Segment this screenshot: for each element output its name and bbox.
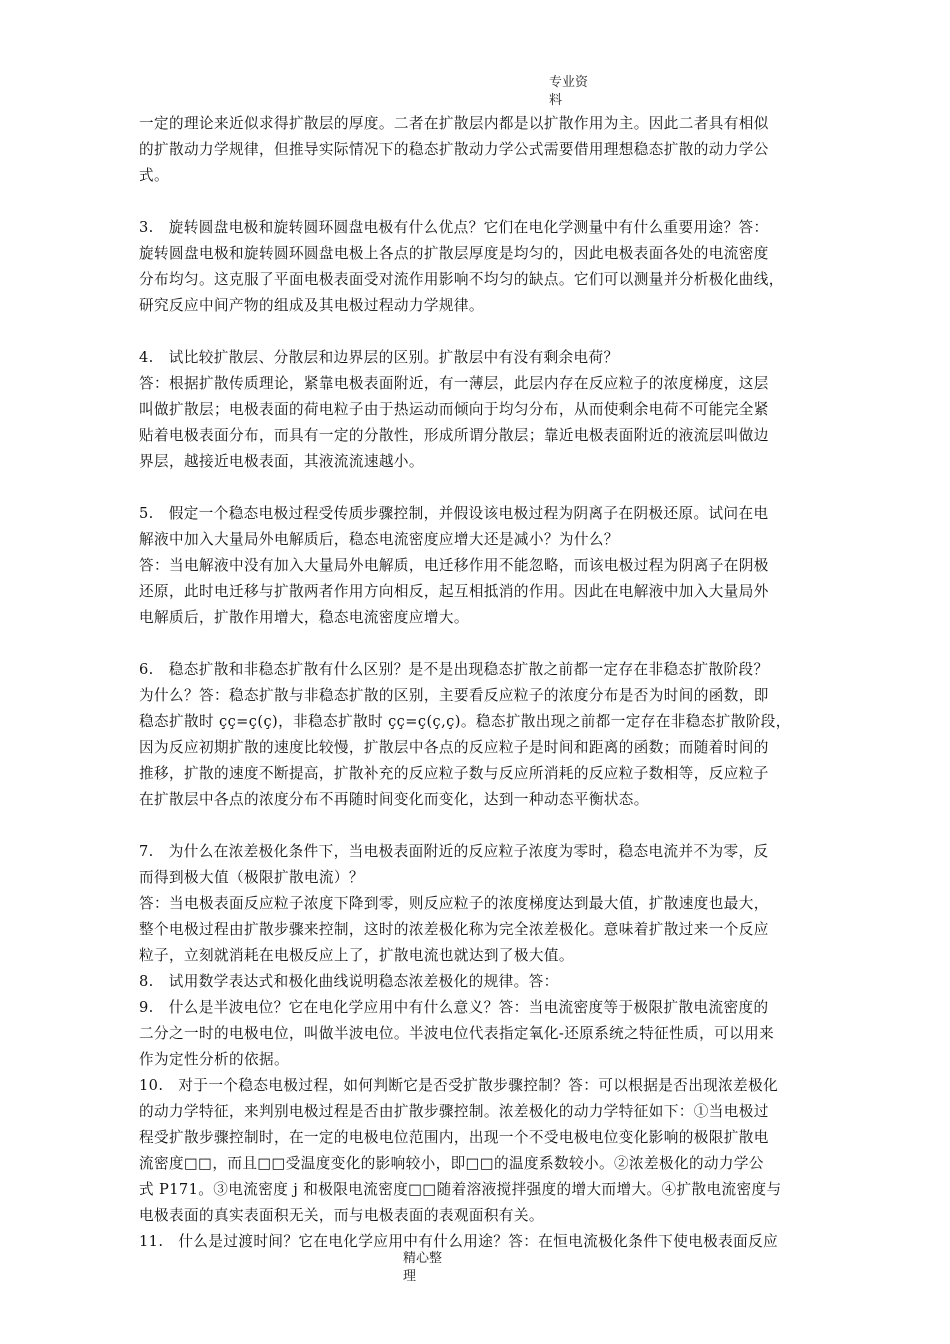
text-line: 旋转圆盘电极和旋转圆环圆盘电极上各点的扩散层厚度是均匀的，因此电极表面各处的电流密度 <box>139 245 769 262</box>
page-footer <box>403 1250 463 1286</box>
text-line: 电解质后，扩散作用增大，稳态电流密度应增大。 <box>139 609 469 626</box>
text-line: 稳态扩散时 çç=ç(ç)，非稳态扩散时 çç=ç(ç,ç)。稳态扩散出现之前都一定存在非稳态扩散阶段， <box>139 713 791 730</box>
text-line: 分布均匀。这克服了平面电极表面受对流作用影响不均匀的缺点。它们可以测量并分析极化曲线， <box>139 271 784 288</box>
header-line-1: 专业资 <box>549 75 589 90</box>
paragraph-gap <box>139 189 829 215</box>
text-line: 在扩散层中各点的浓度分布不再随时间变化而变化，达到一种动态平衡状态。 <box>139 791 649 808</box>
text-line: 程受扩散步骤控制时，在一定的电极电位范围内，出现一个不受电极电位变化影响的极限扩散电 <box>139 1129 769 1146</box>
text-line: 3. 旋转圆盘电极和旋转圆环圆盘电极有什么优点？它们在电化学测量中有什么重要用途？答： <box>139 219 769 236</box>
text-line: 叫做扩散层；电极表面的荷电粒子由于热运动而倾向于均匀分布，从而使剩余电荷不可能完全紧 <box>139 401 769 418</box>
text-line: 因为反应初期扩散的速度比较慢，扩散层中各点的反应粒子是时间和距离的函数；而随着时间的 <box>139 739 769 756</box>
paragraph-gap <box>139 475 829 501</box>
text-line: 的动力学特征，来判别电极过程是否由扩散步骤控制。浓差极化的动力学特征如下：①当电极过 <box>139 1103 769 1120</box>
text-line: 作为定性分析的依据。 <box>139 1051 289 1068</box>
text-line: 9. 什么是半波电位？它在电化学应用中有什么意义？答：当电流密度等于极限扩散电流密度的 <box>139 999 769 1016</box>
text-line: 10. 对于一个稳态电极过程，如何判断它是否受扩散步骤控制？答：可以根据是否出现浓差极化 <box>139 1077 779 1094</box>
text-line: 8. 试用数学表达式和极化曲线说明稳态浓差极化的规律。答： <box>139 973 559 990</box>
text-line: 而得到极大值（极限扩散电流）？ <box>139 869 364 886</box>
text-line: 7. 为什么在浓差极化条件下，当电极表面附近的反应粒子浓度为零时，稳态电流并不为零，反 <box>139 843 769 860</box>
text-line: 研究反应中间产物的组成及其电极过程动力学规律。 <box>139 297 484 314</box>
text-line: 界层，越接近电极表面，其液流流速越小。 <box>139 453 424 470</box>
text-line: 电极表面的真实表面积无关，而与电极表面的表观面积有关。 <box>139 1207 544 1224</box>
text-line: 一定的理论来近似求得扩散层的厚度。二者在扩散层内都是以扩散作用为主。因此二者具有相似 <box>139 115 769 132</box>
paragraph-gap <box>139 631 829 657</box>
text-line: 5. 假定一个稳态电极过程受传质步骤控制，并假设该电极过程为阴离子在阴极还原。试问在电 <box>139 505 769 522</box>
text-line: 贴着电极表面分布，而具有一定的分散性，形成所谓分散层；靠近电极表面附近的液流层叫做边 <box>139 427 769 444</box>
text-line: 的扩散动力学规律，但推导实际情况下的稳态扩散动力学公式需要借用理想稳态扩散的动力学公 <box>139 141 769 158</box>
text-line: 流密度□□，而且□□受温度变化的影响较小，即□□的温度系数较小。②浓差极化的动力学公 <box>139 1155 764 1172</box>
text-line: 为什么？答：稳态扩散与非稳态扩散的区别，主要看反应粒子的浓度分布是否为时间的函数，即 <box>139 687 769 704</box>
text-line: 粒子，立刻就消耗在电极反应上了，扩散电流也就达到了极大值。 <box>139 947 574 964</box>
header-line-2: 料 <box>549 93 563 108</box>
text-line: 式。 <box>139 167 169 184</box>
text-line: 整个电极过程由扩散步骤来控制，这时的浓差极化称为完全浓差极化。意味着扩散过来一个反应 <box>139 921 769 938</box>
text-line: 还原，此时电迁移与扩散两者作用方向相反，起互相抵消的作用。因此在电解液中加入大量局外 <box>139 583 769 600</box>
text-line: 答：根据扩散传质理论，紧靠电极表面附近，有一薄层，此层内存在反应粒子的浓度梯度，这层 <box>139 375 769 392</box>
page-header <box>549 74 609 110</box>
text-line: 4. 试比较扩散层、分散层和边界层的区别。扩散层中有没有剩余电荷？ <box>139 349 619 366</box>
text-line: 答：当电极表面反应粒子浓度下降到零，则反应粒子的浓度梯度达到最大值，扩散速度也最大， <box>139 895 769 912</box>
text-line: 式 P171。③电流密度 j 和极限电流密度□□随着溶液搅拌强度的增大而增大。④扩散电流密度与 <box>139 1181 782 1198</box>
paragraph-gap <box>139 813 829 839</box>
paragraph-gap <box>139 319 829 345</box>
text-line: 6. 稳态扩散和非稳态扩散有什么区别？是不是出现稳态扩散之前都一定存在非稳态扩散阶段？ <box>139 661 769 678</box>
text-line: 推移，扩散的速度不断提高，扩散补充的反应粒子数与反应所消耗的反应粒子数相等，反应粒子 <box>139 765 769 782</box>
text-line: 11. 什么是过渡时间？它在电化学应用中有什么用途？答：在恒电流极化条件下使电极表面反应 <box>139 1233 779 1250</box>
document-body <box>139 111 829 1255</box>
footer-line-1: 精心整 <box>403 1251 443 1266</box>
footer-line-2: 理 <box>403 1269 417 1284</box>
text-line: 二分之一时的电极电位，叫做半波电位。半波电位代表指定氧化-还原系统之特征性质，可以用来 <box>139 1025 775 1042</box>
text-line: 解液中加入大量局外电解质后，稳态电流密度应增大还是减小？为什么？ <box>139 531 619 548</box>
text-line: 答：当电解液中没有加入大量局外电解质，电迁移作用不能忽略，而该电极过程为阴离子在阴极 <box>139 557 769 574</box>
